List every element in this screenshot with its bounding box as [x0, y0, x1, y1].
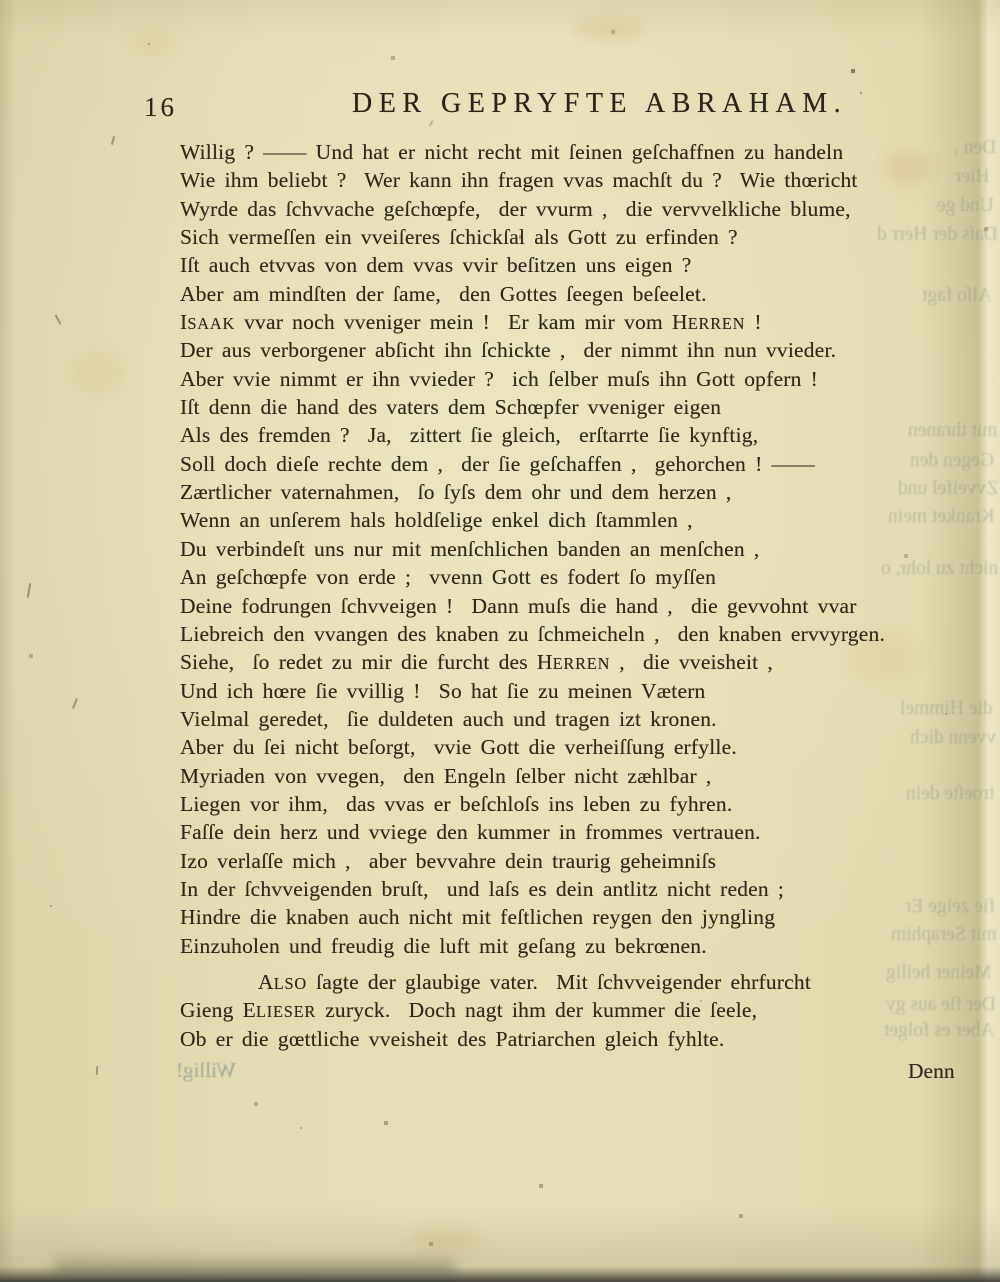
show-through-text: fie zeige Er [905, 896, 995, 917]
show-through-text: Gegen den [910, 450, 994, 471]
verse-line: Liebreich den vvangen des knaben zu ſchmeicheln , den knaben ervvyrgen. [180, 621, 886, 646]
verse-line: Liegen vor ihm, das vvas er beſchloſs ins leben zu fyhren. [180, 791, 733, 816]
show-through-text: vvenn dich [909, 727, 996, 748]
verse-line: Zærtlicher vaternahmen, ſo ſyſs dem ohr und dem herzen , [180, 480, 732, 505]
show-through-text: Daſs der Herr d [877, 224, 998, 245]
verse-line: In der ſchvveigenden bruſt, und laſs es dein antlitz nicht reden ; [180, 876, 785, 901]
show-through-text: mit Seraphim [891, 924, 997, 945]
verse-line: Wie ihm beliebt ? Wer kann ihn fragen vvas machſt du ? Wie thœricht [180, 168, 858, 193]
catchword: Denn [908, 1059, 955, 1083]
show-through-text-willig: Willig! [176, 1058, 236, 1082]
verse-line: Und ich hœre ſie vvillig ! So hat ſie zu meinen Vætern [180, 678, 706, 703]
show-through-text: Hier [955, 166, 990, 187]
verse-line: Ob er die gœttliche vveisheit des Patriarchen gleich fyhlte. [180, 1026, 725, 1051]
paper-speckles [0, 0, 2, 2]
verse-line: Faſſe dein herz und vviege den kummer in frommes vertrauen. [180, 820, 761, 845]
show-through-text: die Himmel [900, 698, 993, 719]
show-through-text: nicht zu lohr, o [880, 558, 998, 579]
running-title: DER GEPRYFTE ABRAHAM. [352, 88, 848, 119]
foxing-spot [575, 18, 645, 40]
verse-line: Hindre die knaben auch nicht mit feſtlichen reygen den jyngling [180, 905, 776, 930]
verse-line: Sich vermeſſen ein vveiſeres ſchickſal als Gott zu erfinden ? [180, 225, 738, 250]
poem-stanza-2 [180, 968, 811, 1053]
show-through-text: Aber es folget [883, 1020, 994, 1041]
show-through-text: Meiner heilig [886, 962, 992, 983]
verse-line: Willig ? —— Und hat er nicht recht mit ſeinen geſchaffnen zu handeln [180, 140, 844, 164]
show-through-text: Zvveifel und [897, 478, 998, 499]
foxing-spot [410, 1230, 480, 1252]
page-number: 16 [144, 92, 177, 122]
verse-line: Vielmal geredet, ſie duldeten auch und tragen izt kronen. [180, 706, 717, 731]
verse-line: Izo verlaſſe mich , aber bevvahre dein traurig geheimniſs [180, 848, 717, 873]
verse-line: Aber vvie nimmt er ihn vvieder ? ich ſelber muſs ihn Gott opfern ! [180, 366, 818, 391]
verse-line: Soll doch dieſe rechte dem , der ſie geſchaffen , gehorchen ! —— [180, 451, 815, 476]
verse-line: Iſt denn die hand des vaters dem Schœpfer vveniger eigen [180, 395, 722, 420]
verse-line: Einzuholen und freudig die luft mit geſang zu bekrœnen. [180, 933, 707, 958]
verse-line: Iſt auch etvvas von dem vvas vvir beſitzen uns eigen ? [180, 253, 692, 278]
verse-line: ISAAK vvar noch vveniger mein ! Er kam mir vom HERREN ! [180, 310, 762, 335]
verse-line: Wyrde das ſchvvache geſchœpfe, der vvurm , die vervvelkliche blume, [180, 196, 851, 221]
verse-line: Aber am mindſten der ſame, den Gottes ſeegen beſeelet. [180, 281, 707, 306]
verse-line: An geſchœpfe von erde ; vvenn Gott es fodert ſo myſſen [180, 565, 717, 590]
show-through-text: Und ge [937, 195, 994, 216]
foxing-spot [130, 30, 175, 56]
foxing-spot [70, 350, 125, 395]
verse-line: Aber du ſei nicht beſorgt, vvie Gott die verheiſſung erfylle. [180, 735, 737, 760]
verse-line: Wenn an unſerem hals holdſelige enkel dich ſtammlen , [180, 508, 693, 533]
show-through-text: Alſo fagt [922, 285, 992, 306]
show-through-text: Der fie aus gy [886, 994, 996, 1015]
show-through-text: mit thranen [907, 420, 997, 441]
verse-line: Der aus verborgener abſicht ihn ſchickte , der nimmt ihn nun vvieder. [180, 338, 837, 363]
show-through-text: Den , [953, 137, 996, 158]
verse-line: Gieng ELIESER zuryck. Doch nagt ihm der kummer die ſeele, [180, 998, 758, 1023]
verse-line: ALSO ſagte der glaubige vater. Mit ſchvveigender ehrfurcht [258, 970, 812, 994]
show-through-text: troeſte dein [905, 783, 994, 804]
foxing-spot [885, 150, 930, 185]
poem-stanza-1 [180, 138, 885, 960]
show-through-text: Kranket mein [888, 506, 995, 527]
verse-line: Du verbindeſt uns nur mit menſchlichen banden an menſchen , [180, 536, 760, 561]
verse-line: Siehe, ſo redet zu mir die furcht des HERREN , die vveisheit , [180, 650, 774, 675]
verse-line: Myriaden von vvegen, den Engeln ſelber nicht zæhlbar , [180, 763, 712, 788]
scan-bottom-edge [0, 1266, 1000, 1282]
verse-line: Deine fodrungen ſchvveigen ! Dann muſs die hand , die gevvohnt vvar [180, 593, 857, 618]
verse-line: Als des fremden ? Ja, zittert ſie gleich, erſtarrte ſie kynftig, [180, 423, 759, 448]
